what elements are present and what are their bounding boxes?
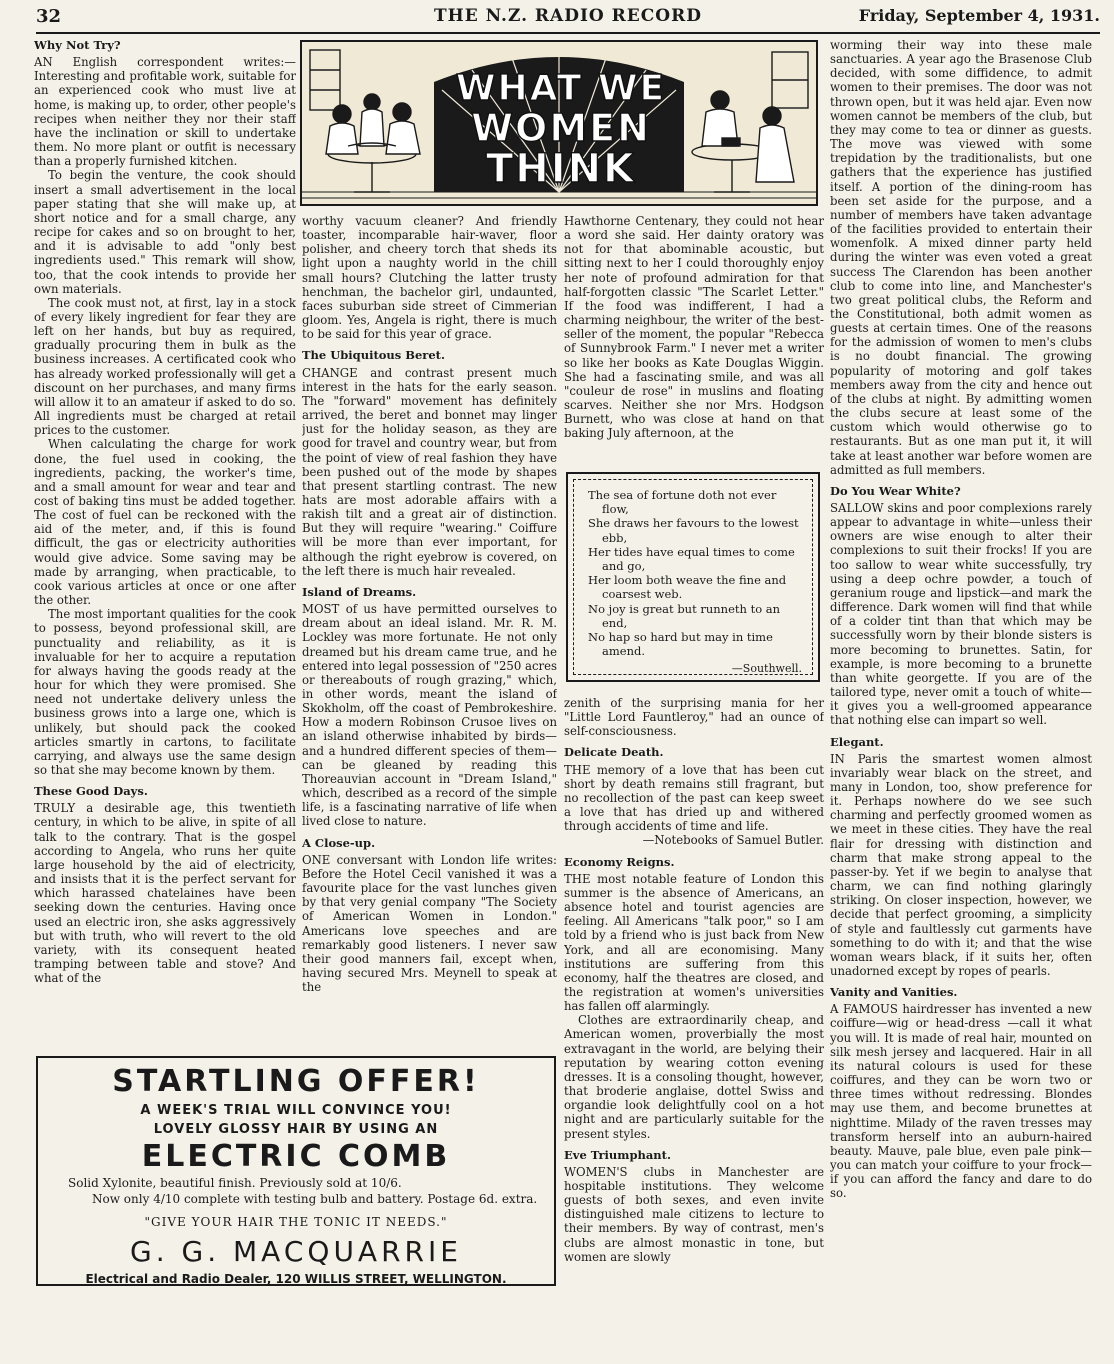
column-3-top — [564, 214, 824, 468]
section-heading: Delicate Death. — [564, 745, 664, 760]
section-heading: Economy Reigns. — [564, 854, 675, 869]
article-paragraph: Clothes are extraordinarily cheap, and American women, proverbially the most extravagant in the world, are belying their reputation by wearing cotton evening dresses. It is a consoling thought, however, that broderie anglaise, dottel Swiss and organdie look delightfully cool on a hot night and are particularly suitable for the present styles. — [564, 1013, 824, 1141]
ad-line: LOVELY GLOSSY HAIR BY USING AN — [153, 1122, 439, 1137]
ad-slogan: "GIVE YOUR HAIR THE TONIC IT NEEDS." — [144, 1215, 448, 1229]
section-heading: The Ubiquitous Beret. — [302, 348, 445, 363]
ad-product-name: ELECTRIC COMB — [141, 1139, 451, 1174]
column-2 — [302, 214, 557, 1054]
advertisement — [36, 1056, 556, 1286]
column-1 — [34, 38, 296, 1050]
poem-line: Her tides have equal times to come and go, — [588, 544, 795, 574]
section-heading: Do You Wear White? — [830, 483, 961, 498]
article-paragraph: SALLOW skins and poor complexions rarely appear to advantage in white—unless their owners are wise enough to alter their complexions to suit their frocks! If you are too sallow to wear white successfully, try using a deep ochre powder, a touch of geranium rouge and lipstick—and mark the difference. Dark women will find that while of a colder tint than that which may be successfully worn by their blonde sisters is more becoming to brunettes. Satin, for example, is more becoming to a brunette than white georgette. If you are of the tailored type, never omit a touch of white—it gives you a well-groomed appearance that nothing else can impart so well. — [830, 501, 1092, 728]
article-paragraph: CHANGE and contrast present much interest in the hats for the early season. The "forward" movement has definitely arrived, the beret and bonnet may linger just for the holiday season, as they are good for travel and country wear, but from the point of view of real fashion they have been pushed out of the mode by shapes that present startling contrast. The new hats are most adorable affairs with a rakish tilt and a great air of distinction. But they will require "wearing." Coiffure will be more than ever important, for although the right eyebrow is covered, on the left there is much hair revealed. — [302, 365, 557, 578]
section-heading: Island of Dreams. — [302, 584, 417, 599]
ad-line: A WEEK'S TRIAL WILL CONVINCE YOU! — [140, 1103, 452, 1118]
article-paragraph: WOMEN'S clubs in Manchester are hospitable institutions. They welcome guests of both sexes, and even invite distinguished male citizens to lecture to their members. By way of contrast, men's clubs are almost monastic in tone, but women are slowly — [564, 1164, 824, 1264]
poem-line: She draws her favours to the lowest ebb, — [588, 516, 799, 545]
article-paragraph: THE memory of a love that has been cut short by death remains still fragrant, but no recollection of the past can keep sweet a love that has dried up and withered through accidents of time and life. — [564, 762, 824, 834]
article-paragraph: TRULY a desirable age, this twentieth century, in which to be alive, in spite of all talk to the contrary. That is the gospel according to Angela, who runs her quite large household by the aid of electricity, and insists that it is the perfect servant for which harassed chatelaines have been seeking down the centuries. Having once used an electric iron, she asks aggressively but with truth, who will revert to the old variety, with its consequent heated tramping between table and stove? And what of the — [34, 801, 296, 986]
article-paragraph: Hawthorne Centenary, they could not hear a word she said. Her dainty oratory was not for that abominable acoustic, but sitting next to her I could thoroughly enjoy her note of profound admiration for that half-forgotten classic "The Scarlet Letter." If the food was indifferent, I had a charming neighbour, the writer of the best-seller of the moment, the popular "Rebecca of Sunnybrook Farm." I never met a writer so like her books as Kate Douglas Wiggin. She had a fascinating smile, and was all "couleur de rose" in muslins and floating scarves. Neither she nor Mrs. Hodgson Burnett, who was close at hand on that baking July afternoon, at the — [564, 214, 824, 441]
poem-line: Her loom both weave the fine and coarsest web. — [588, 573, 787, 602]
issue-date: Friday, September 4, 1931. — [858, 6, 1100, 25]
section-heading: Vanity and Vanities. — [830, 985, 958, 1000]
column-4 — [830, 38, 1092, 1318]
poem-line: The sea of fortune doth not ever flow, — [588, 488, 777, 517]
poem-inner — [573, 479, 813, 675]
banner-title-line-1: WHAT WE — [455, 68, 667, 109]
ad-dealer-name: G. G. MACQUARRIE — [130, 1235, 462, 1268]
ad-line: Now only 4/10 complete with testing bulb and battery. Postage 6d. extra. — [92, 1192, 538, 1206]
poem-box — [566, 472, 820, 682]
article-attribution: —Notebooks of Samuel Butler. — [642, 833, 824, 848]
section-heading: Why Not Try? — [34, 38, 121, 52]
article-paragraph: The cook must not, at first, lay in a stock of every likely ingredient for fear they are left on her hands, but buy as required, gradually procuring them in bulk as the business increases. A certificated cook who has already worked professionally will get a discount on her purchases, and many firms will allow it to an amateur if asked to do so. All ingredients must be charged at retail prices to the customer. — [34, 295, 296, 438]
article-paragraph: To begin the venture, the cook should insert a small advertisement in the local paper stating that she will make up, at short notice and for a small charge, any recipe for cakes and so on brought to her, and it is advisable to add "only best ingredients used." This remark will show, too, that the cook intends to provide her own materials. — [34, 168, 296, 296]
page-number: 32 — [36, 6, 62, 27]
article-paragraph: The most important qualities for the cook to possess, beyond professional skill, are punctuality and reliability, as it is invaluable for her to acquire a reputation for always having the goods ready at the hour for which they were promised. She need not undertake delivery unless the business grows into a large one, which is unlikely, but should pack the cooked articles smartly in cartons, to facilitate carrying, and always use the same design so that she may become known by them. — [34, 607, 296, 777]
article-paragraph: When calculating the charge for work done, the fuel used in cooking, the ingredients, packing, the worker's time, and a small amount for wear and tear and cost of baking tins must be added together. The cost of fuel can be reckoned with the aid of the meter, and, if this is found difficult, the gas or electricity authorities would give advice. Some saving may be made by arranging, when practicable, to cook various articles at once or one after the other. — [34, 437, 296, 608]
article-paragraph: IN Paris the smartest women almost invariably wear black on the street, and many in London, too, show preference for it. Perhaps nowhere do we see such charming and perfectly groomed women as we meet in these cities. They have the real flair for dressing with distinction and charm that make strong appeal to the passer-by. Yet if we begin to analyse that charm, we can find nothing glaringly striking. On closer inspection, however, we decide that perfect grooming, a simplicity of style and faultlessly cut garments have something to do with it; and that the wise woman wears black, if it suits her, often unadorned except by ropes of pearls. — [830, 751, 1092, 978]
article-paragraph: zenith of the surprising mania for her "Little Lord Fauntleroy," had an ounce of self-consciousness. — [564, 696, 824, 739]
ad-dealer-address: Electrical and Radio Dealer, 120 WILLIS STREET, WELLINGTON. — [85, 1272, 507, 1286]
column-banner — [300, 40, 818, 206]
article-paragraph: MOST of us have permitted ourselves to dream about an ideal island. Mr. R. M. Lockley was more fortunate. He not only dreamed but his dream came true, and he entered into legal possession of "250 acres or thereabouts of rough grazing," which, in other words, meant the island of Skokholm, off the coast of Pembrokeshire. How a modern Robinson Crusoe lives on an island otherwise inhabited by birds—and a hundred different species of them—can be gleaned by reading this Thoreauvian account in "Dream Island," which, described as a record of the simple life, is a fascinating narrative of life when lived close to nature. — [302, 602, 557, 829]
section-heading: These Good Days. — [34, 784, 148, 799]
ad-headline: STARTLING OFFER! — [112, 1064, 480, 1099]
article-paragraph: worthy vacuum cleaner? And friendly toaster, incomparable hair-waver, floor polisher, and cheery torch that sheds its light upon a naughty world in the chill small hours? Clutching the latter trusty henchman, the bachelor girl, undaunted, faces suburban side street of Cimmerian gloom. Yes, Angela is right, there is much to be said for this year of grace. — [302, 214, 557, 342]
section-heading: Elegant. — [830, 734, 884, 749]
article-paragraph: A FAMOUS hairdresser has invented a new coiffure—wig or head-dress —call it what you will. It is made of real hair, mounted on silk mesh jersey and lacquered. Hair in all its natural colours is used for these coiffures, and they can be worn two or three times without redressing. Blondes may use them, and become brunettes at nighttime. Milady of the raven tresses may transform herself into an auburn-haired beauty. Mauve, pale blue, even pale pink—you can match your coiffure to your frock—if you can afford the fancy and dare to do so. — [830, 1002, 1092, 1201]
poem-line: No joy is great but runneth to an end, — [588, 601, 781, 630]
publication-title: THE N.Z. RADIO RECORD — [434, 6, 702, 26]
article-paragraph: worming their way into these male sanctuaries. A year ago the Brasenose Club decided, with some diffidence, to admit women to their premises. The door was not thrown open, but it was held ajar. Even now women cannot be members of the club, but they may come to tea or dinner as guests. The move was viewed with some trepidation by the traditionalists, but one gathers that the experience has justified itself. A portion of the dining-room has been set aside for the purpose, and a number of members have taken advantage of the facilities provided to entertain their womenfolk. A mixed dinner party held during the winter was even voted a great success The Clarendon has been another club to come into line, and Manchester's two great political clubs, the Reform and the Constitutional, both admit women as guests at certain times. One of the reasons for the admission of women to men's clubs is no doubt financial. The growing popularity of motoring and golf takes members away from the city and hence out of the clubs at night. By admitting women the clubs secure at least some of the custom which would otherwise go to restaurants. But as one man put it, it will take at least another war before women are admitted as full members. — [830, 38, 1092, 477]
masthead — [36, 4, 1100, 34]
column-3-bottom — [564, 696, 824, 1316]
ad-line: Solid Xylonite, beautiful finish. Previously sold at 10/6. — [68, 1176, 402, 1190]
section-heading: A Close-up. — [302, 835, 376, 850]
banner-title-line-3: THINK — [485, 146, 637, 192]
poem-line: No hap so hard but may in time amend. — [588, 630, 773, 659]
article-paragraph: AN English correspondent writes:— Interesting and profitable work, suitable for an experienced cook who must live at home, is making up, to order, other people's recipes when neither they nor their staff have the inclination or skill to undertake them. No more plant or outfit is necessary than a properly furnished kitchen. — [34, 55, 296, 169]
banner-title-line-2: WOMEN — [471, 106, 651, 150]
article-paragraph: THE most notable feature of London this summer is the absence of Americans, an absence hotel and tourist agencies are feeling. All Americans "talk poor," so I am told by a friend who is just back from New York, and all are economising. Many institutions are suffering from this economy, half the theatres are closed, and the registration at women's universities has fallen off alarmingly. — [564, 871, 824, 1014]
section-heading: Eve Triumphant. — [564, 1147, 671, 1162]
article-paragraph: ONE conversant with London life writes: Before the Hotel Cecil vanished it was a favourite place for the vast lunches given by that very genial company "The Society of American Women in London." Americans love speeches and are remarkably good listeners. I never saw their good manners fail, except when, having secured Mrs. Meynell to speak at the — [302, 852, 557, 995]
poem-author: —Southwell. — [731, 662, 802, 676]
